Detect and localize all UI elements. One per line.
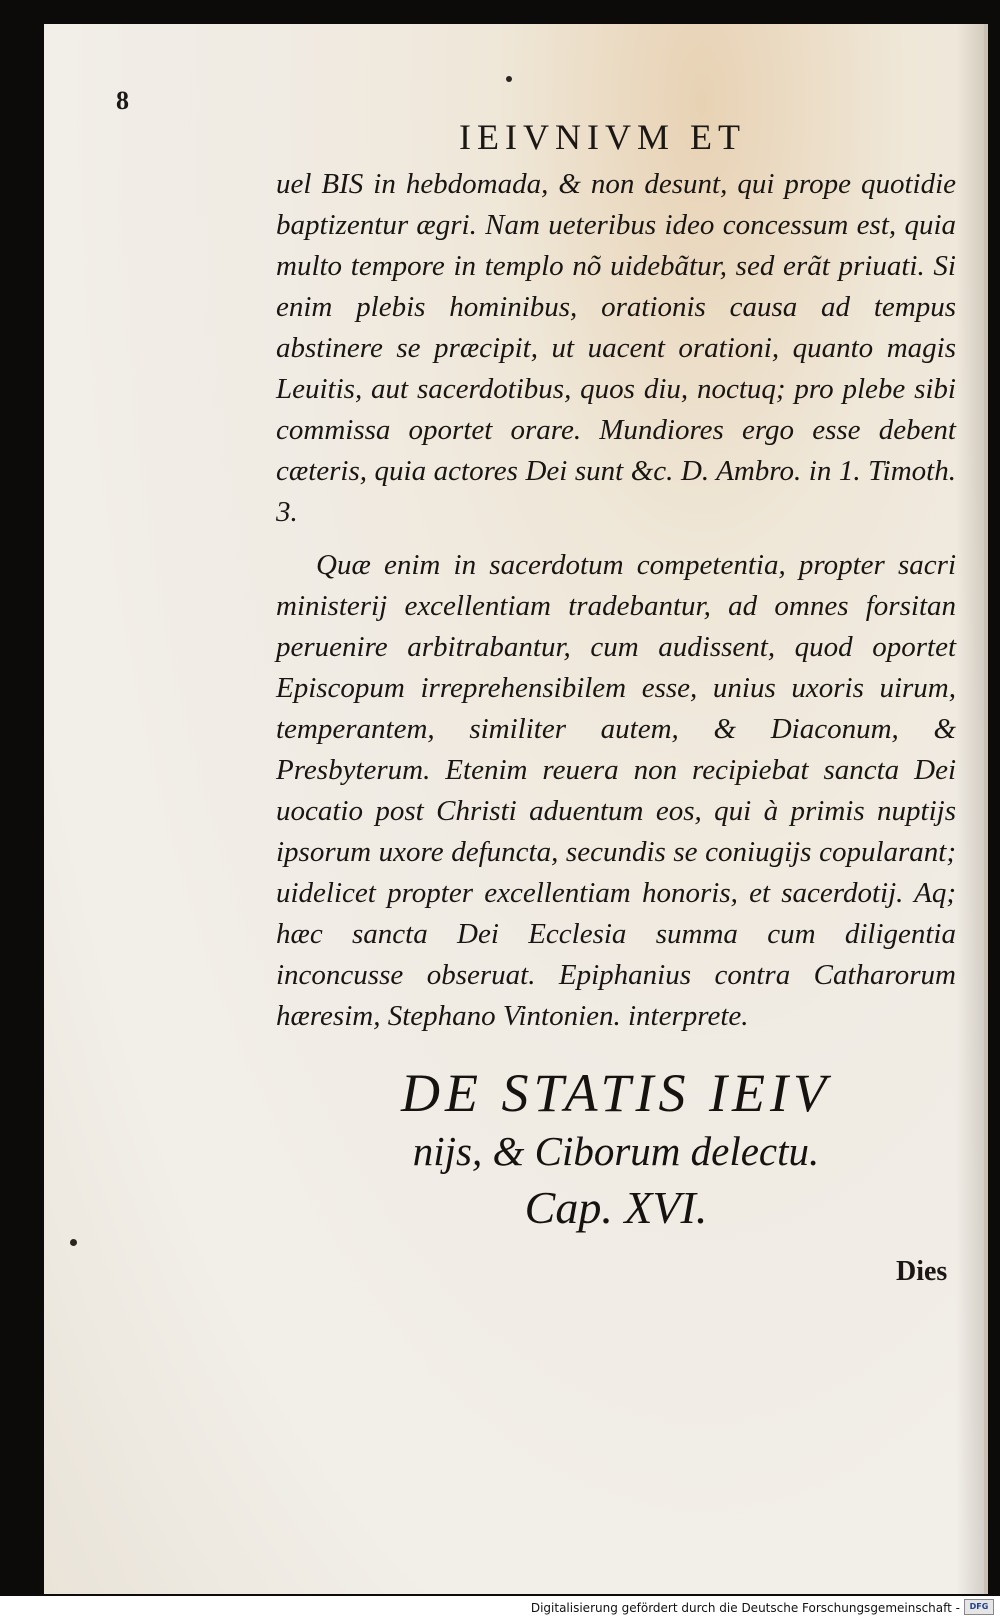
chapter-number: Cap. XVI. xyxy=(524,1182,708,1233)
chapter-heading-line: DE STATIS IEIV xyxy=(401,1063,831,1123)
paragraph: Quæ enim in sacerdotum competentia, propter sacri ministerij excellentiam tradebantur, ad omnes forsitan peruenire arbitrabantur, cum audissent, quod oportet Episcopum irreprehensibilem esse, unius uxoris uirum, temperantem, similiter autem, & Diaconum, & Presbyterum. Etenim reuera non recipiebat sancta Dei uocatio post Christi aduentum eos, qui à primis nuptijs ipsorum uxore defuncta, secundis se coniugijs copularant; uidelicet propter excellentiam honoris, et sacerdotij. Aq; hæc sancta Dei Ecclesia summa cum diligentia inconcusse obseruat. Epiphanius contra Catharorum hæresim, Stephano Vintonien. interprete. xyxy=(276,549,956,1032)
footer-bar xyxy=(0,1596,1000,1618)
dfg-logo-icon: DFG xyxy=(964,1599,994,1615)
chapter-heading xyxy=(276,1062,956,1238)
chapter-heading-line: nijs, & Ciborum delectu. xyxy=(412,1128,820,1174)
page-number: 8 xyxy=(116,86,129,115)
running-head: IEIVNIVM ET xyxy=(459,117,746,157)
catchword: Dies xyxy=(896,1256,948,1287)
body-text xyxy=(276,164,956,1037)
book-page xyxy=(44,24,988,1594)
paragraph: uel BIS in hebdomada, & non desunt, qui prope quotidie baptizentur ægri. Nam ueteribus ideo concessum est, quia multo tempore in templo nõ uidebãtur, sed erãt priuati. Si enim plebis hominibus, orationis causa ad tempus abstinere se præcipit, ut uacent orationi, quanto magis Leuitis, aut sacerdotibus, quos diu, noctuq; pro plebe sibi commissa oportet orare. Mundiores ergo esse debent cæteris, quia actores Dei sunt &c. D. Ambro. in 1. Timoth. 3. xyxy=(276,168,956,528)
ink-spot xyxy=(506,76,512,82)
funding-credit: Digitalisierung gefördert durch die Deutsche Forschungsgemeinschaft - xyxy=(530,1601,960,1615)
ink-spot xyxy=(70,1239,77,1246)
